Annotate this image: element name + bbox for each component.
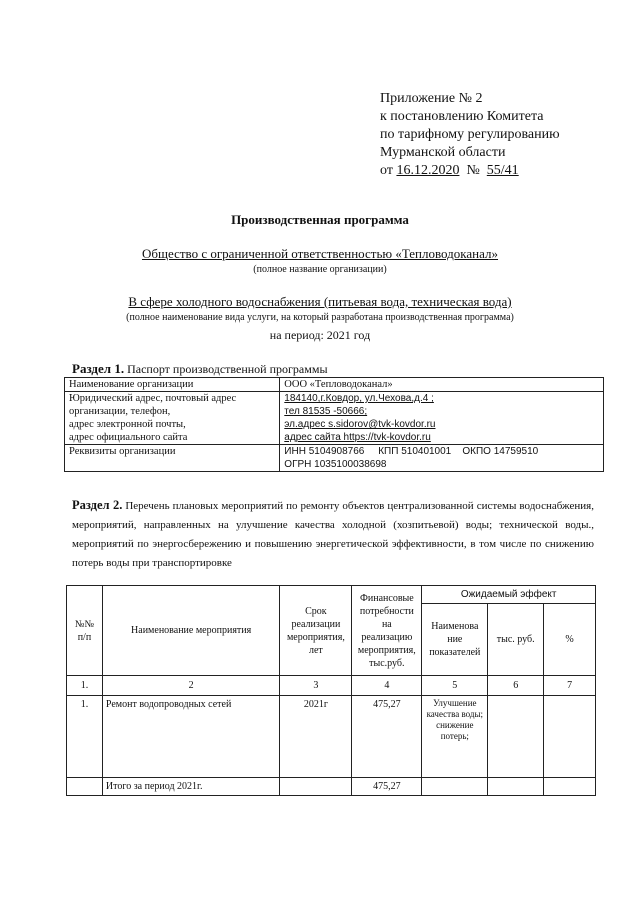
measures-table xyxy=(66,585,596,796)
total-label: Итого за период 2021г. xyxy=(102,778,280,796)
header-rub: тыс. руб. xyxy=(488,604,544,676)
table-row xyxy=(65,378,604,392)
total-finance: 475,27 xyxy=(352,778,422,796)
page-title: Производственная программа xyxy=(231,212,409,227)
appendix-date-line xyxy=(380,162,560,180)
appendix-number: 55/41 xyxy=(486,163,519,178)
requisites-line: ОГРН 1035100038698 xyxy=(284,459,387,470)
section-1-label: Раздел 1. xyxy=(72,361,125,376)
row-finance: 475,27 xyxy=(352,696,422,778)
requisites-line: ИНН 5104908766 КПП 510401001 ОКПО 14759510 xyxy=(284,446,539,457)
total-row xyxy=(67,778,596,796)
address-label xyxy=(65,392,280,445)
num-prefix: № xyxy=(459,163,487,178)
table-header-row xyxy=(67,586,596,604)
row-num: 1. xyxy=(67,696,103,778)
org-name-value: ООО «Тепловодоканал» xyxy=(280,378,604,392)
section-2-text: Перечень плановых мероприятий по ремонту объектов централизованной системы водоснабжения, мероприятий, направленных на улучшение качества холодной (хозпитьевой) воды; технической воды., мероприятий по энергосбережению и повышению энергетической эффективности, в том числе по снижению потерь воды при транспортировке xyxy=(72,500,594,569)
row-term: 2021г xyxy=(280,696,352,778)
header-effect: Ожидаемый эффект xyxy=(422,586,596,604)
table-row xyxy=(65,392,604,445)
address-label-line: Юридический адрес, почтовый адрес xyxy=(69,393,237,404)
total-empty xyxy=(544,778,596,796)
appendix-line-3: по тарифному регулированию xyxy=(380,127,560,142)
requisites-value xyxy=(280,445,604,472)
row-percent xyxy=(544,696,596,778)
col-number: 6 xyxy=(488,676,544,696)
email-link[interactable]: эл.адрес s.sidorov@tvk-kovdor.ru xyxy=(284,419,436,430)
col-number: 3 xyxy=(280,676,352,696)
header-percent: % xyxy=(544,604,596,676)
appendix-block xyxy=(380,90,560,180)
header-num: №№ п/п xyxy=(67,586,103,676)
table-row xyxy=(67,696,596,778)
section-2-label: Раздел 2. xyxy=(72,498,123,512)
col-number: 1. xyxy=(67,676,103,696)
total-empty xyxy=(67,778,103,796)
postal-address: 184140,г.Ковдор, ул.Чехова,д.4 ; xyxy=(284,393,434,404)
date-prefix: от xyxy=(380,163,397,178)
requisites-label: Реквизиты организации xyxy=(65,445,280,472)
header-term: Срок реализации мероприятия, лет xyxy=(280,586,352,676)
column-number-row xyxy=(67,676,596,696)
appendix-line-1: Приложение № 2 xyxy=(380,91,483,106)
service-sphere: В сфере холодного водоснабжения (питьевая вода, техническая вода) xyxy=(128,294,512,309)
header-finance: Финансовые потребности на реализацию мероприятия, тыс.руб. xyxy=(352,586,422,676)
row-name: Ремонт водопроводных сетей xyxy=(102,696,280,778)
col-number: 2 xyxy=(102,676,280,696)
section-2-paragraph xyxy=(72,496,594,573)
row-indicator: Улучшение качества воды; снижение потерь; xyxy=(422,696,488,778)
total-empty xyxy=(280,778,352,796)
organization-note: (полное название организации) xyxy=(253,264,387,275)
program-period: на период: 2021 год xyxy=(269,328,371,342)
total-empty xyxy=(488,778,544,796)
table-row xyxy=(65,445,604,472)
website-link[interactable]: адрес сайта https://tvk-kovdor.ru xyxy=(284,432,431,443)
header-name: Наименование мероприятия xyxy=(102,586,280,676)
col-number: 5 xyxy=(422,676,488,696)
phone: тел 81535 -50666; xyxy=(284,406,368,417)
address-label-line: организации, телефон, xyxy=(69,406,171,417)
appendix-line-4: Мурманской области xyxy=(380,145,506,160)
appendix-line-2: к постановлению Комитета xyxy=(380,109,544,124)
total-empty xyxy=(422,778,488,796)
appendix-date: 16.12.2020 xyxy=(396,163,460,178)
col-number: 7 xyxy=(544,676,596,696)
col-number: 4 xyxy=(352,676,422,696)
passport-table xyxy=(64,377,604,472)
address-value xyxy=(280,392,604,445)
address-label-line: адрес электронной почты, xyxy=(69,419,186,430)
organization-name: Общество с ограниченной ответственностью «Тепловодоканал» xyxy=(141,246,499,261)
service-sphere-note: (полное наименование вида услуги, на который разработана производственная программа) xyxy=(126,312,514,323)
section-1-text: Паспорт производственной программы xyxy=(124,362,328,376)
row-rub xyxy=(488,696,544,778)
address-label-line: адрес официального сайта xyxy=(69,432,188,443)
org-name-label: Наименование организации xyxy=(65,378,280,392)
section-1-heading xyxy=(72,361,328,377)
header-indicator: Наименова ние показателей xyxy=(422,604,488,676)
